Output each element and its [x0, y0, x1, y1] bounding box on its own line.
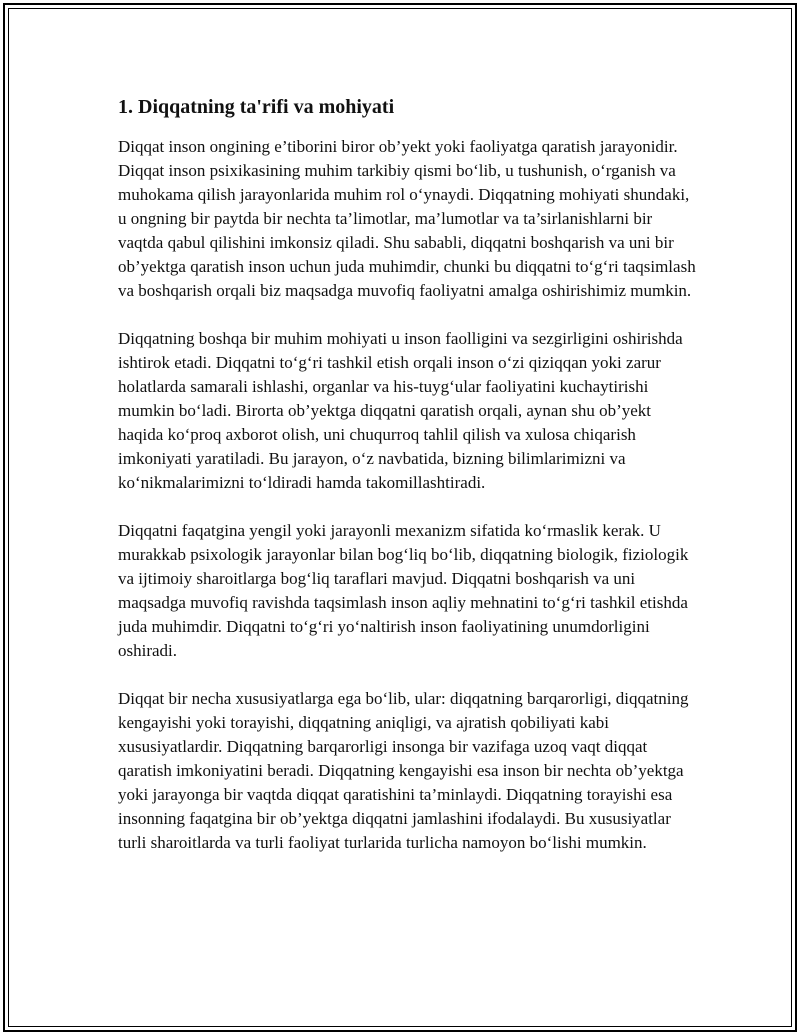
- paragraph-2: Diqqatning boshqa bir muhim mohiyati u inson faolligini va sezgirligini oshirishda ishtirok etadi. Diqqatni to‘g‘ri tashkil etish orqali inson o‘zi qiziqqan yoki zarur holatlarda samarali ishlashi, organlar va his-tuyg‘ular faoliyatini kuchaytirishi mumkin bo‘ladi. Birorta ob’yektga diqqatni qaratish orqali, aynan shu ob’yekt haqida ko‘proq axborot olish, uni chuqurroq tahlil qilish va xulosa chiqarish imkoniyati yaratiladi. Bu jarayon, o‘z navbatida, bizning bilimlarimizni va ko‘nikmalarimizni to‘ldiradi hamda takomillashtiradi.: [118, 329, 683, 492]
- paragraph-1: Diqqat inson ongining e’tiborini biror ob’yekt yoki faoliyatga qaratish jarayonidir. Diqqat inson psixikasining muhim tarkibiy qismi bo‘lib, u tushunish, o‘rganish va muhokama qilish jarayonlarida muhim rol o‘ynaydi. Diqqatning mohiyati shundaki, u ongning bir paytda bir nechta ta’limotlar, ma’lumotlar va ta’sirlanishlarni bir vaqtda qabul qilishini imkonsiz qiladi. Shu sababli, diqqatni boshqarish va uni bir ob’yektga qaratish inson uchun juda muhimdir, chunki bu diqqatni to‘g‘ri taqsimlash va boshqarish orqali biz maqsadga muvofiq faoliyatni amalga oshirishimiz mumkin.: [118, 137, 696, 300]
- paragraph-3: Diqqatni faqatgina yengil yoki jarayonli mexanizm sifatida ko‘rmaslik kerak. U murakkab psixologik jarayonlar bilan bog‘liq bo‘lib, diqqatning biologik, fiziologik va ijtimoiy sharoitlarga bog‘liq taraflari mavjud. Diqqatni boshqarish va uni maqsadga muvofiq ravishda taqsimlash inson aqliy mehnatini to‘g‘ri tashkil etishda juda muhimdir. Diqqatni to‘g‘ri yo‘naltirish inson faoliyatining unumdorligini oshiradi.: [118, 521, 689, 660]
- document-body: [118, 93, 698, 879]
- section-heading: 1. Diqqatning ta'rifi va mohiyati: [118, 96, 395, 118]
- paragraph-4: Diqqat bir necha xususiyatlarga ega bo‘lib, ular: diqqatning barqarorligi, diqqatning kengayishi yoki torayishi, diqqatning aniqligi, va ajratish qobiliyati kabi xususiyatlardir. Diqqatning barqarorligi insonga bir vazifaga uzoq vaqt diqqat qaratish imkoniyatini beradi. Diqqatning kengayishi esa inson bir nechta ob’yektga yoki jarayonga bir vaqtda diqqat qaratishini ta’minlaydi. Diqqatning torayishi esa insonning faqatgina bir ob’yektga diqqatni jamlashini ifodalaydi. Bu xususiyatlar turli sharoitlarda va turli faoliyat turlarida turlicha namoyon bo‘lishi mumkin.: [118, 689, 689, 852]
